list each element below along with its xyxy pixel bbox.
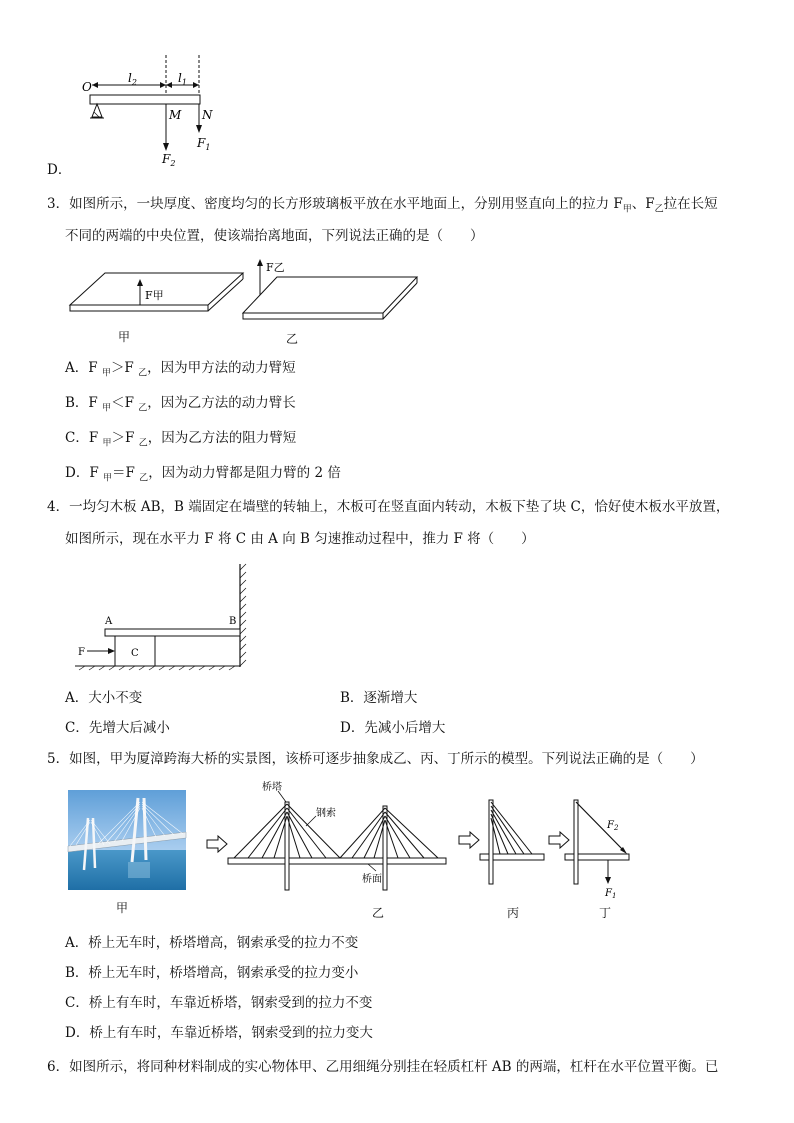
- q3-option-d[interactable]: D．F $_甲$＝F $_乙$，因为动力臂都是阻力臂的 2 倍: [65, 465, 341, 484]
- force-label-f1-ding: $F_1$: [605, 888, 617, 900]
- q5-option-a[interactable]: A．桥上无车时，桥塔增高，钢索承受的拉力不变: [65, 935, 359, 951]
- option-d-label: D．: [47, 162, 72, 178]
- force-label-f2-ding: $F_2$: [607, 820, 619, 832]
- pivot-label-o: O: [82, 80, 92, 94]
- length-label-l1: $l_1$: [178, 71, 187, 87]
- q5-option-d[interactable]: D．桥上有车时，车靠近桥塔，钢索受到的拉力变大: [65, 1025, 373, 1041]
- point-label-a: A: [105, 616, 113, 627]
- length-label-l2: $l_2$: [128, 71, 137, 87]
- q4-option-b[interactable]: B．逐渐增大: [340, 690, 418, 706]
- point-label-b: B: [229, 616, 237, 627]
- caption-bing: 丙: [507, 906, 520, 920]
- label-cable: 钢索: [316, 808, 336, 819]
- force-label-f-jia: F甲: [145, 289, 164, 302]
- q4-option-a[interactable]: A．大小不变: [65, 690, 143, 706]
- force-label-f-yi: F乙: [266, 261, 285, 274]
- block-label-c: C: [131, 648, 139, 659]
- q5-option-c[interactable]: C．桥上有车时，车靠近桥塔，钢索受到的拉力不变: [65, 995, 373, 1011]
- lever-diagram-d: [80, 55, 220, 170]
- caption-yi-bridge: 乙: [372, 906, 385, 920]
- caption-jia: 甲: [118, 330, 131, 344]
- q3-stem-line1: 3．如图所示，一块厚度、密度均匀的长方形玻璃板平放在水平地面上，分别用竖直向上的拉力 $F_甲$、$F_乙$拉在长短: [47, 196, 718, 215]
- bridge-model-yi: [228, 778, 448, 893]
- caption-ding: 丁: [599, 906, 612, 920]
- force-label-f1: $F_1$: [197, 136, 211, 152]
- board-wall-diagram: [75, 562, 255, 672]
- force-label-f: F: [78, 647, 85, 658]
- arrow-right-icon: [206, 836, 228, 852]
- q3-option-c[interactable]: C．F $_甲$＞F $_乙$，因为乙方法的阻力臂短: [65, 430, 297, 449]
- label-deck: 桥面: [362, 874, 382, 885]
- caption-jia-bridge: 甲: [116, 901, 129, 915]
- bridge-photo: [68, 790, 186, 890]
- bridge-model-bing: [480, 798, 550, 888]
- caption-yi: 乙: [286, 332, 299, 346]
- q3-option-b[interactable]: B．F $_甲$＜F $_乙$，因为乙方法的动力臂长: [65, 395, 296, 414]
- q4-option-d[interactable]: D．先减小后增大: [340, 720, 446, 736]
- force-label-f2: $F_2$: [162, 152, 176, 168]
- point-label-m: M: [169, 108, 182, 122]
- point-label-n: N: [202, 108, 213, 122]
- q5-stem-line1: 5．如图，甲为厦漳跨海大桥的实景图，该桥可逐步抽象成乙、丙、丁所示的模型。下列说法正确的是（ ）: [47, 751, 704, 767]
- arrow-right-icon: [458, 832, 480, 848]
- q4-stem-line1: 4．一均匀木板 AB，B 端固定在墙壁的转轴上，木板可在竖直面内转动，木板下垫了块 C，恰好使木板水平放置，: [47, 499, 730, 515]
- bridge-model-ding: [565, 798, 645, 903]
- q4-stem-line2: 如图所示，现在水平力 F 将 C 由 A 向 B 匀速推动过程中，推力 F 将（ ）: [65, 531, 535, 547]
- q4-option-c[interactable]: C．先增大后减小: [65, 720, 170, 736]
- q6-stem-line1: 6．如图所示，将同种材料制成的实心物体甲、乙用细绳分别挂在轻质杠杆 AB 的两端，杠杆在水平位置平衡。已: [47, 1059, 719, 1075]
- q3-option-a[interactable]: A．F $_甲$＞F $_乙$，因为甲方法的动力臂短: [65, 360, 296, 379]
- q5-option-b[interactable]: B．桥上无车时，桥塔增高，钢索承受的拉力变小: [65, 965, 359, 981]
- q3-stem-line2: 不同的两端的中央位置，使该端抬离地面，下列说法正确的是（ ）: [65, 228, 484, 244]
- label-tower: 桥塔: [262, 782, 282, 793]
